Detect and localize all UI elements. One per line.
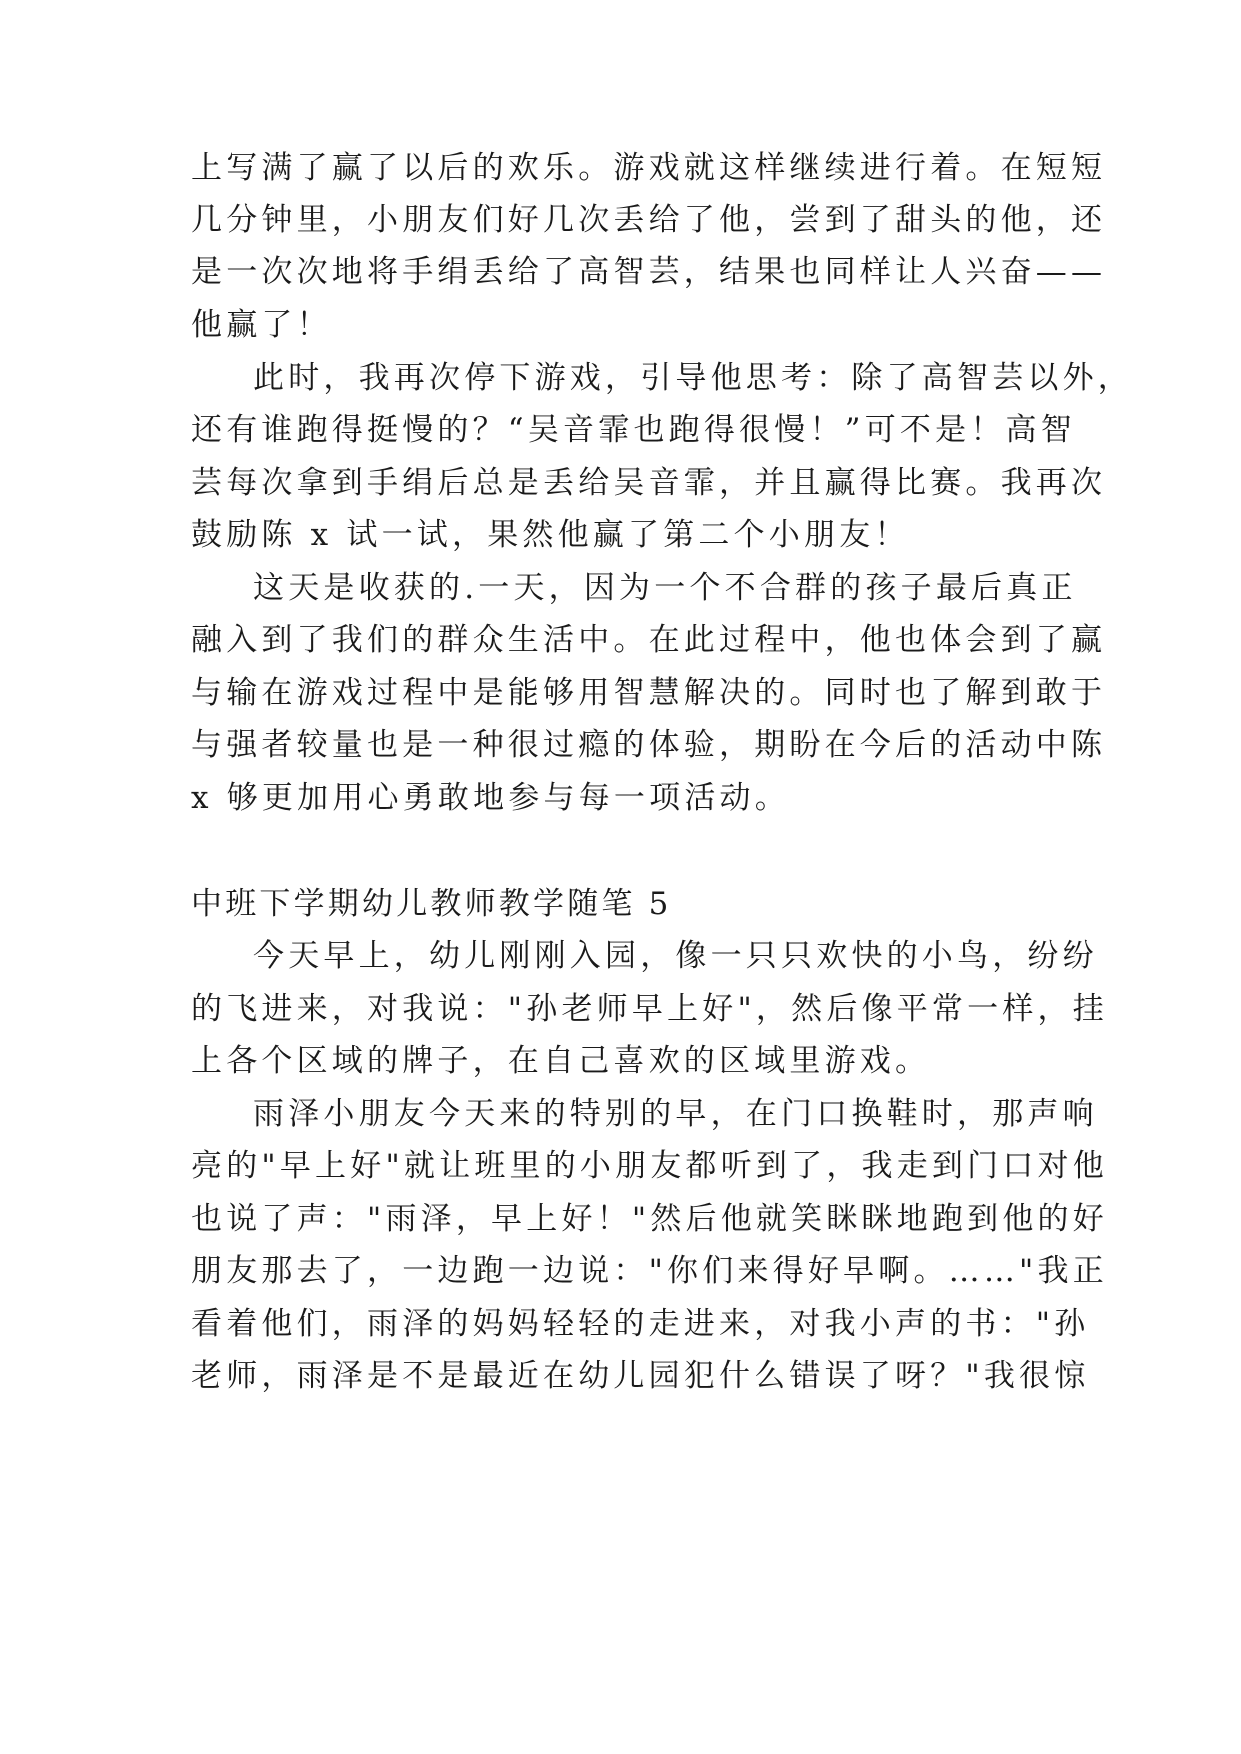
text-line: 雨泽小朋友今天来的特别的早，在门口换鞋时，那声响 (253, 1096, 1098, 1132)
text-line: 芸每次拿到手绢后总是丢给吴音霏，并且赢得比赛。我再次 (191, 465, 1107, 501)
text-line: 亮的"早上好"就让班里的小朋友都听到了，我走到门口对他 (191, 1148, 1108, 1184)
text-line: 融入到了我们的群众生活中。在此过程中，他也体会到了赢 (191, 622, 1107, 658)
text-line: 这天是收获的.一天，因为一个不合群的孩子最后真正 (253, 570, 1077, 606)
text-line: 的飞进来，对我说："孙老师早上好"，然后像平常一样，挂 (191, 991, 1108, 1027)
text-line: 朋友那去了，一边跑一边说："你们来得好早啊。……"我正 (191, 1253, 1108, 1289)
text-line: 上写满了赢了以后的欢乐。游戏就这样继续进行着。在短短 (191, 150, 1107, 186)
text-line: 他赢了！ (191, 307, 332, 343)
text-line: 看着他们，雨泽的妈妈轻轻的走进来，对我小声的书："孙 (191, 1306, 1090, 1342)
text-line: 老师，雨泽是不是最近在幼儿园犯什么错误了呀？"我很惊 (191, 1358, 1090, 1394)
text-line: 也说了声："雨泽，早上好！"然后他就笑眯眯地跑到他的好 (191, 1201, 1108, 1237)
text-line: 还有谁跑得挺慢的？“吴音霏也跑得很慢！”可不是！高智 (191, 412, 1076, 448)
section-heading: 中班下学期幼儿教师教学随笔 5 (191, 886, 672, 922)
text-line: 几分钟里，小朋友们好几次丢给了他，尝到了甜头的他，还 (191, 202, 1107, 238)
text-line: 与输在游戏过程中是能够用智慧解决的。同时也了解到敢于 (191, 675, 1107, 711)
text-line: 今天早上，幼儿刚刚入园，像一只只欢快的小鸟，纷纷 (253, 938, 1098, 974)
text-line: 是一次次地将手绢丢给了高智芸，结果也同样让人兴奋—— (191, 254, 1107, 290)
text-line: x 够更加用心勇敢地参与每一项活动。 (191, 780, 790, 816)
text-line: 鼓励陈 x 试一试，果然他赢了第二个小朋友！ (191, 517, 910, 553)
text-line: 此时，我再次停下游戏，引导他思考：除了高智芸以外， (253, 360, 1133, 396)
text-line: 与强者较量也是一种很过瘾的体验，期盼在今后的活动中陈 (191, 727, 1107, 763)
text-line: 上各个区域的牌子，在自己喜欢的区域里游戏。 (191, 1043, 931, 1079)
